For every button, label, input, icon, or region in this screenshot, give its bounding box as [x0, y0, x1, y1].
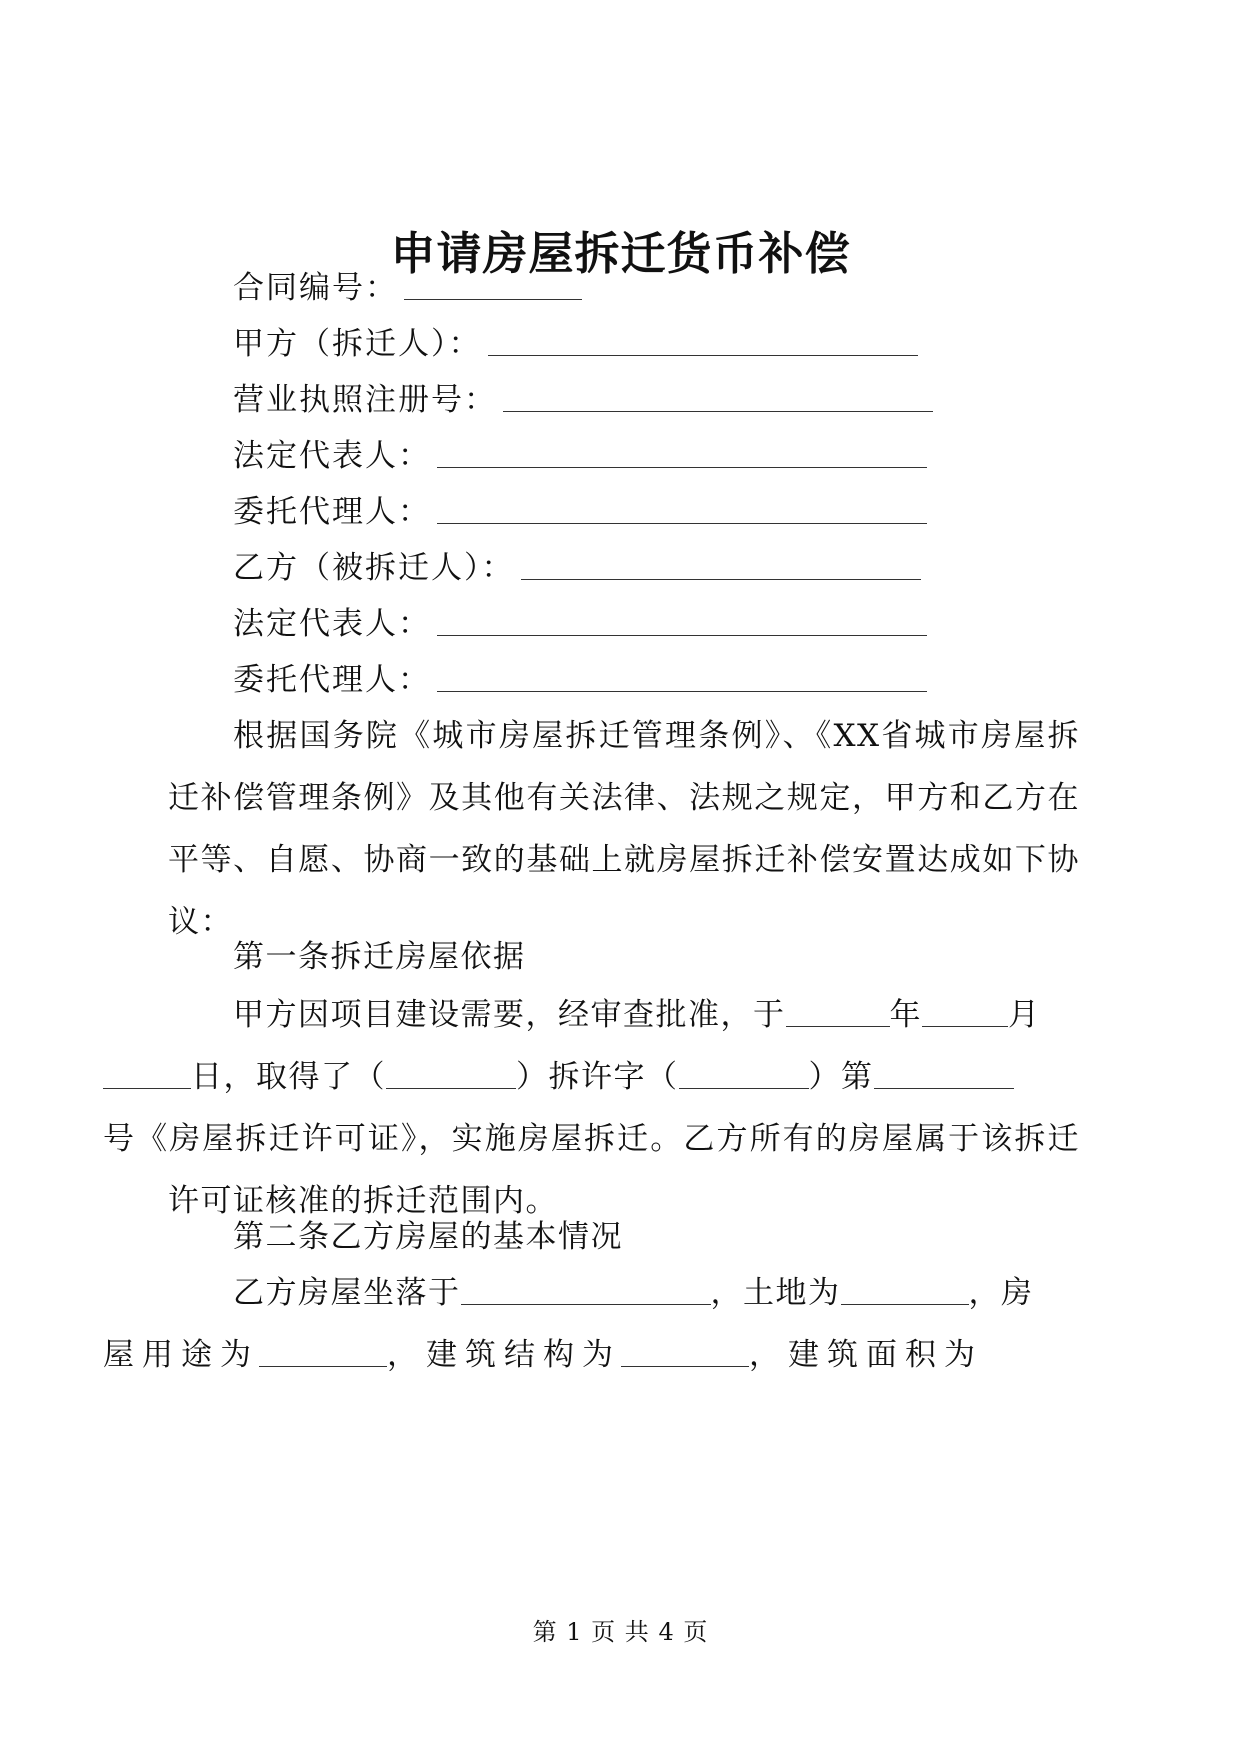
day-blank: [103, 1060, 191, 1089]
field-party-b: [233, 537, 921, 599]
field-business-license: [233, 369, 933, 431]
day-label: 日，取得了（: [191, 1059, 386, 1095]
field-legal-rep-b: [233, 593, 927, 655]
field-blank: [437, 493, 927, 524]
field-label: 委托代理人：: [233, 494, 431, 530]
year-label: 年: [889, 997, 922, 1033]
permit-year-blank: [679, 1060, 809, 1089]
field-blank: [503, 381, 933, 412]
field-blank: [437, 661, 927, 692]
month-blank: [922, 998, 1008, 1027]
article-1-heading: 第一条拆迁房屋依据: [233, 939, 526, 975]
usage-blank: [259, 1338, 387, 1367]
field-blank: [488, 325, 918, 356]
article-1-paragraph: [103, 984, 1080, 1232]
article-1-rest: 号《房屋拆迁许可证》，实施房屋拆迁。乙方所有的房屋属于该拆迁许可证核准的拆迁范围内。: [103, 1121, 1080, 1219]
page-footer: 第 1 页 共 4 页: [532, 1618, 709, 1646]
field-blank: [437, 605, 927, 636]
permit-word: ）拆许字（: [516, 1059, 679, 1095]
field-blank: [437, 437, 927, 468]
article-2-heading: 第二条乙方房屋的基本情况: [233, 1219, 623, 1255]
permit-prefix-blank: [386, 1060, 516, 1089]
permit-di: ）第: [808, 1059, 874, 1095]
field-label: 甲方（拆迁人）：: [233, 326, 482, 362]
article-2-text-4: 屋用途为: [103, 1337, 259, 1373]
location-blank: [461, 1276, 711, 1305]
article-2-text-3: ，房: [968, 1275, 1034, 1311]
field-legal-rep-a: [233, 425, 927, 487]
field-label: 法定代表人：: [233, 438, 431, 474]
month-label: 月: [1008, 997, 1041, 1033]
field-label: 合同编号：: [233, 270, 398, 306]
field-label: 法定代表人：: [233, 606, 431, 642]
permit-number-blank: [874, 1060, 1014, 1089]
field-label: 乙方（被拆迁人）：: [233, 550, 515, 586]
field-label: 营业执照注册号：: [233, 382, 497, 418]
article-2-text-2: ，土地为: [710, 1275, 841, 1311]
article-1-text: 甲方因项目建设需要，经审查批准，于: [233, 997, 786, 1033]
intro-paragraph: 根据国务院《城市房屋拆迁管理条例》、《XX省城市房屋拆迁补偿管理条例》及其他有关法律、法规之规定，甲方和乙方在平等、自愿、协商一致的基础上就房屋拆迁补偿安置达成如下协议：: [168, 718, 1080, 940]
field-agent-b: [233, 649, 927, 711]
field-label: 委托代理人：: [233, 662, 431, 698]
field-party-a: [233, 313, 918, 375]
article-2-text-5: ，建筑结构为: [387, 1337, 621, 1373]
article-2-text-1: 乙方房屋坐落于: [233, 1275, 461, 1311]
article-2-paragraph: [103, 1262, 1080, 1386]
field-blank: [521, 549, 921, 580]
field-blank: [404, 269, 582, 300]
field-contract-number: [233, 257, 582, 319]
structure-blank: [621, 1338, 749, 1367]
field-agent-a: [233, 481, 927, 543]
year-blank: [786, 998, 890, 1027]
article-2-text-6: ，建筑面积为: [749, 1337, 983, 1373]
land-blank: [841, 1276, 969, 1305]
document-title: 申请房屋拆迁货币补偿: [390, 227, 851, 280]
